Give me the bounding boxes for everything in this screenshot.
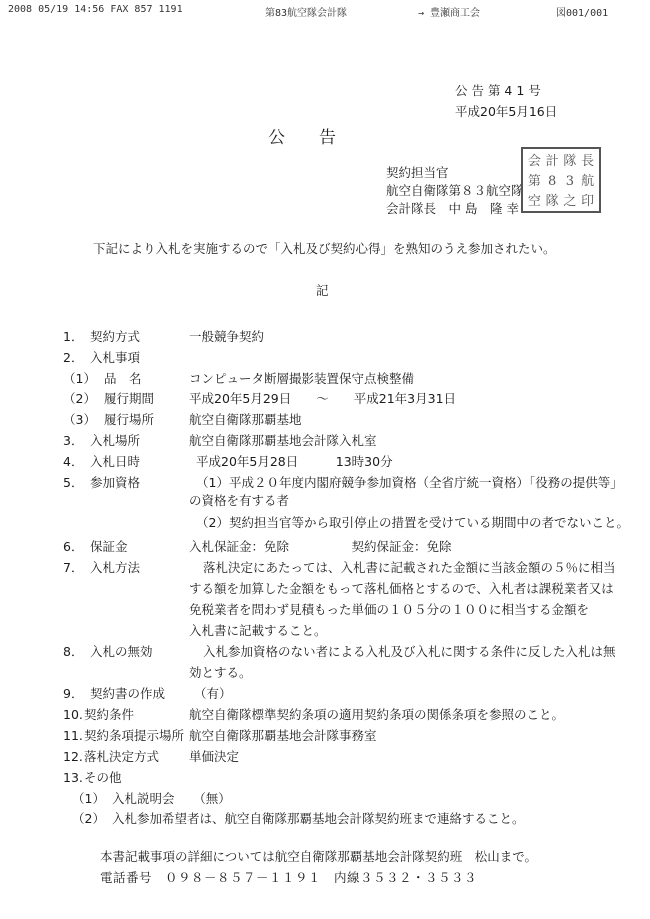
item-number: 12. (63, 749, 83, 764)
invalid-bid-line: 効とする。 (189, 665, 252, 680)
seal-character: 長 (581, 154, 595, 169)
item-number: 13. (63, 770, 83, 785)
bid-method-line: 免税業者を問わず見積もった単価の１０５分の１００に相当する金額を (189, 602, 590, 617)
item-label: 契約条項提示場所 (84, 728, 185, 743)
official-seal (521, 147, 601, 213)
item-label: 参加資格 (90, 475, 141, 490)
seal-character: 会 (527, 154, 541, 169)
item-number: 8． (63, 644, 84, 659)
item-number: 3． (63, 433, 84, 448)
seal-character: 隊 (563, 154, 577, 169)
item-number: 9． (63, 686, 84, 701)
item-value: コンピュータ断層撮影装置保守点検整備 (189, 371, 415, 386)
item-number: （1） (63, 371, 96, 386)
item-label: その他 (84, 770, 122, 785)
seal-character: 3 (565, 174, 575, 189)
seal-character: 隊 (545, 194, 559, 209)
item-label: 保証金 (90, 539, 128, 554)
qualification-line: （1）平成２０年度内閣府競争参加資格（全省庁統一資格）「役務の提供等」 (196, 475, 623, 490)
qualification-line: （2）契約担当官等から取引停止の措置を受けている期間中の者でないこと。 (196, 515, 629, 530)
item-label: 入札方法 (90, 560, 141, 575)
item-label: 履行期間 (104, 391, 155, 406)
issuer-title: 契約担当官 (386, 165, 449, 180)
footer-contact: 本書記載事項の詳細については航空自衛隊那覇基地会計隊契約班 松山まで。 (100, 849, 538, 864)
seal-character: 航 (581, 174, 595, 189)
item-label: 契約書の作成 (90, 686, 166, 701)
fax-sender: 第83航空隊会計隊 (265, 8, 348, 19)
notice-title: 公 告 (268, 128, 336, 148)
item-label: 入札日時 (90, 454, 141, 469)
issuer-organization: 航空自衛隊第８３航空隊 (386, 183, 524, 198)
fax-datetime: 2008 05/19 14:56 FAX 857 1191 (8, 4, 183, 15)
seal-character: 空 (527, 194, 541, 209)
bid-method-line: 落札決定にあたっては、入札書に記載された金額に当該金額の５％に相当 (203, 560, 616, 575)
item-value: 一般競争契約 (189, 329, 265, 344)
item-number: 7． (63, 560, 84, 575)
item-label: 契約方式 (90, 329, 141, 344)
item-number: 1． (63, 329, 84, 344)
fax-header (0, 4, 650, 18)
invalid-bid-line: 入札参加資格のない者による入札及び入札に関する条件に反した入札は無 (203, 644, 616, 659)
seal-character: 第 (527, 174, 541, 189)
intro-text: 下記により入札を実施するので「入札及び契約心得」を熟知のうえ参加されたい。 (93, 241, 556, 256)
ki-heading: 記 (316, 283, 329, 298)
item-value: （有） (194, 686, 232, 701)
notice-number: 公 告 第 4 1 号 (455, 83, 541, 98)
item-value: 単価決定 (189, 749, 240, 764)
other-sub-text: 入札説明会 （無） (112, 791, 231, 806)
item-number: 4． (63, 454, 84, 469)
item-label: 契約条件 (84, 707, 135, 722)
item-number: （2） (63, 391, 96, 406)
seal-character: 之 (563, 194, 577, 209)
item-number: 2． (63, 350, 84, 365)
bid-method-line: する額を加算した金額をもって落札価格とするので、入札者は課税業者又は (189, 581, 614, 596)
item-value: 平成20年5月28日 13時30分 (196, 454, 393, 469)
seal-character: 8 (547, 174, 557, 189)
other-sub-number: （2） (72, 811, 105, 826)
seal-character: 計 (545, 154, 559, 169)
other-sub-text: 入札参加希望者は、航空自衛隊那覇基地会計隊契約班まで連絡すること。 (112, 811, 525, 826)
fax-page: 図001/001 (556, 8, 609, 19)
item-number: 11. (63, 728, 83, 743)
notice-date: 平成20年5月16日 (455, 104, 558, 119)
bid-method-line: 入札書に記載すること。 (189, 623, 327, 638)
item-label: 履行場所 (104, 412, 155, 427)
item-value: 入札保証金：免除 契約保証金：免除 (189, 539, 452, 554)
item-number: 5． (63, 475, 84, 490)
item-label: 入札場所 (90, 433, 141, 448)
item-label: 落札決定方式 (84, 749, 160, 764)
item-value: 航空自衛隊那覇基地 (189, 412, 302, 427)
item-value: 航空自衛隊那覇基地会計隊事務室 (189, 728, 377, 743)
issuer-name: 会計隊長 中 島 隆 幸 (386, 201, 519, 216)
other-sub-number: （1） (72, 791, 105, 806)
item-number: （3） (63, 412, 96, 427)
item-label: 入札の無効 (90, 644, 153, 659)
fax-recipient: → 豊瀬商工会 (418, 8, 481, 19)
item-label: 品 名 (104, 371, 142, 386)
item-number: 10. (63, 707, 83, 722)
item-value: 航空自衛隊那覇基地会計隊入札室 (189, 433, 377, 448)
seal-character: 印 (581, 194, 595, 209)
item-number: 6． (63, 539, 84, 554)
item-value: 航空自衛隊標準契約条項の適用契約条項の関係条項を参照のこと。 (189, 707, 565, 722)
item-value: 平成20年5月29日 ～ 平成21年3月31日 (189, 391, 457, 406)
footer-phone: 電話番号 ０９８－８５７－１１９１ 内線３５３２・３５３３ (100, 870, 478, 885)
qualification-line: の資格を有する者 (189, 493, 290, 508)
item-label: 入札事項 (90, 350, 141, 365)
